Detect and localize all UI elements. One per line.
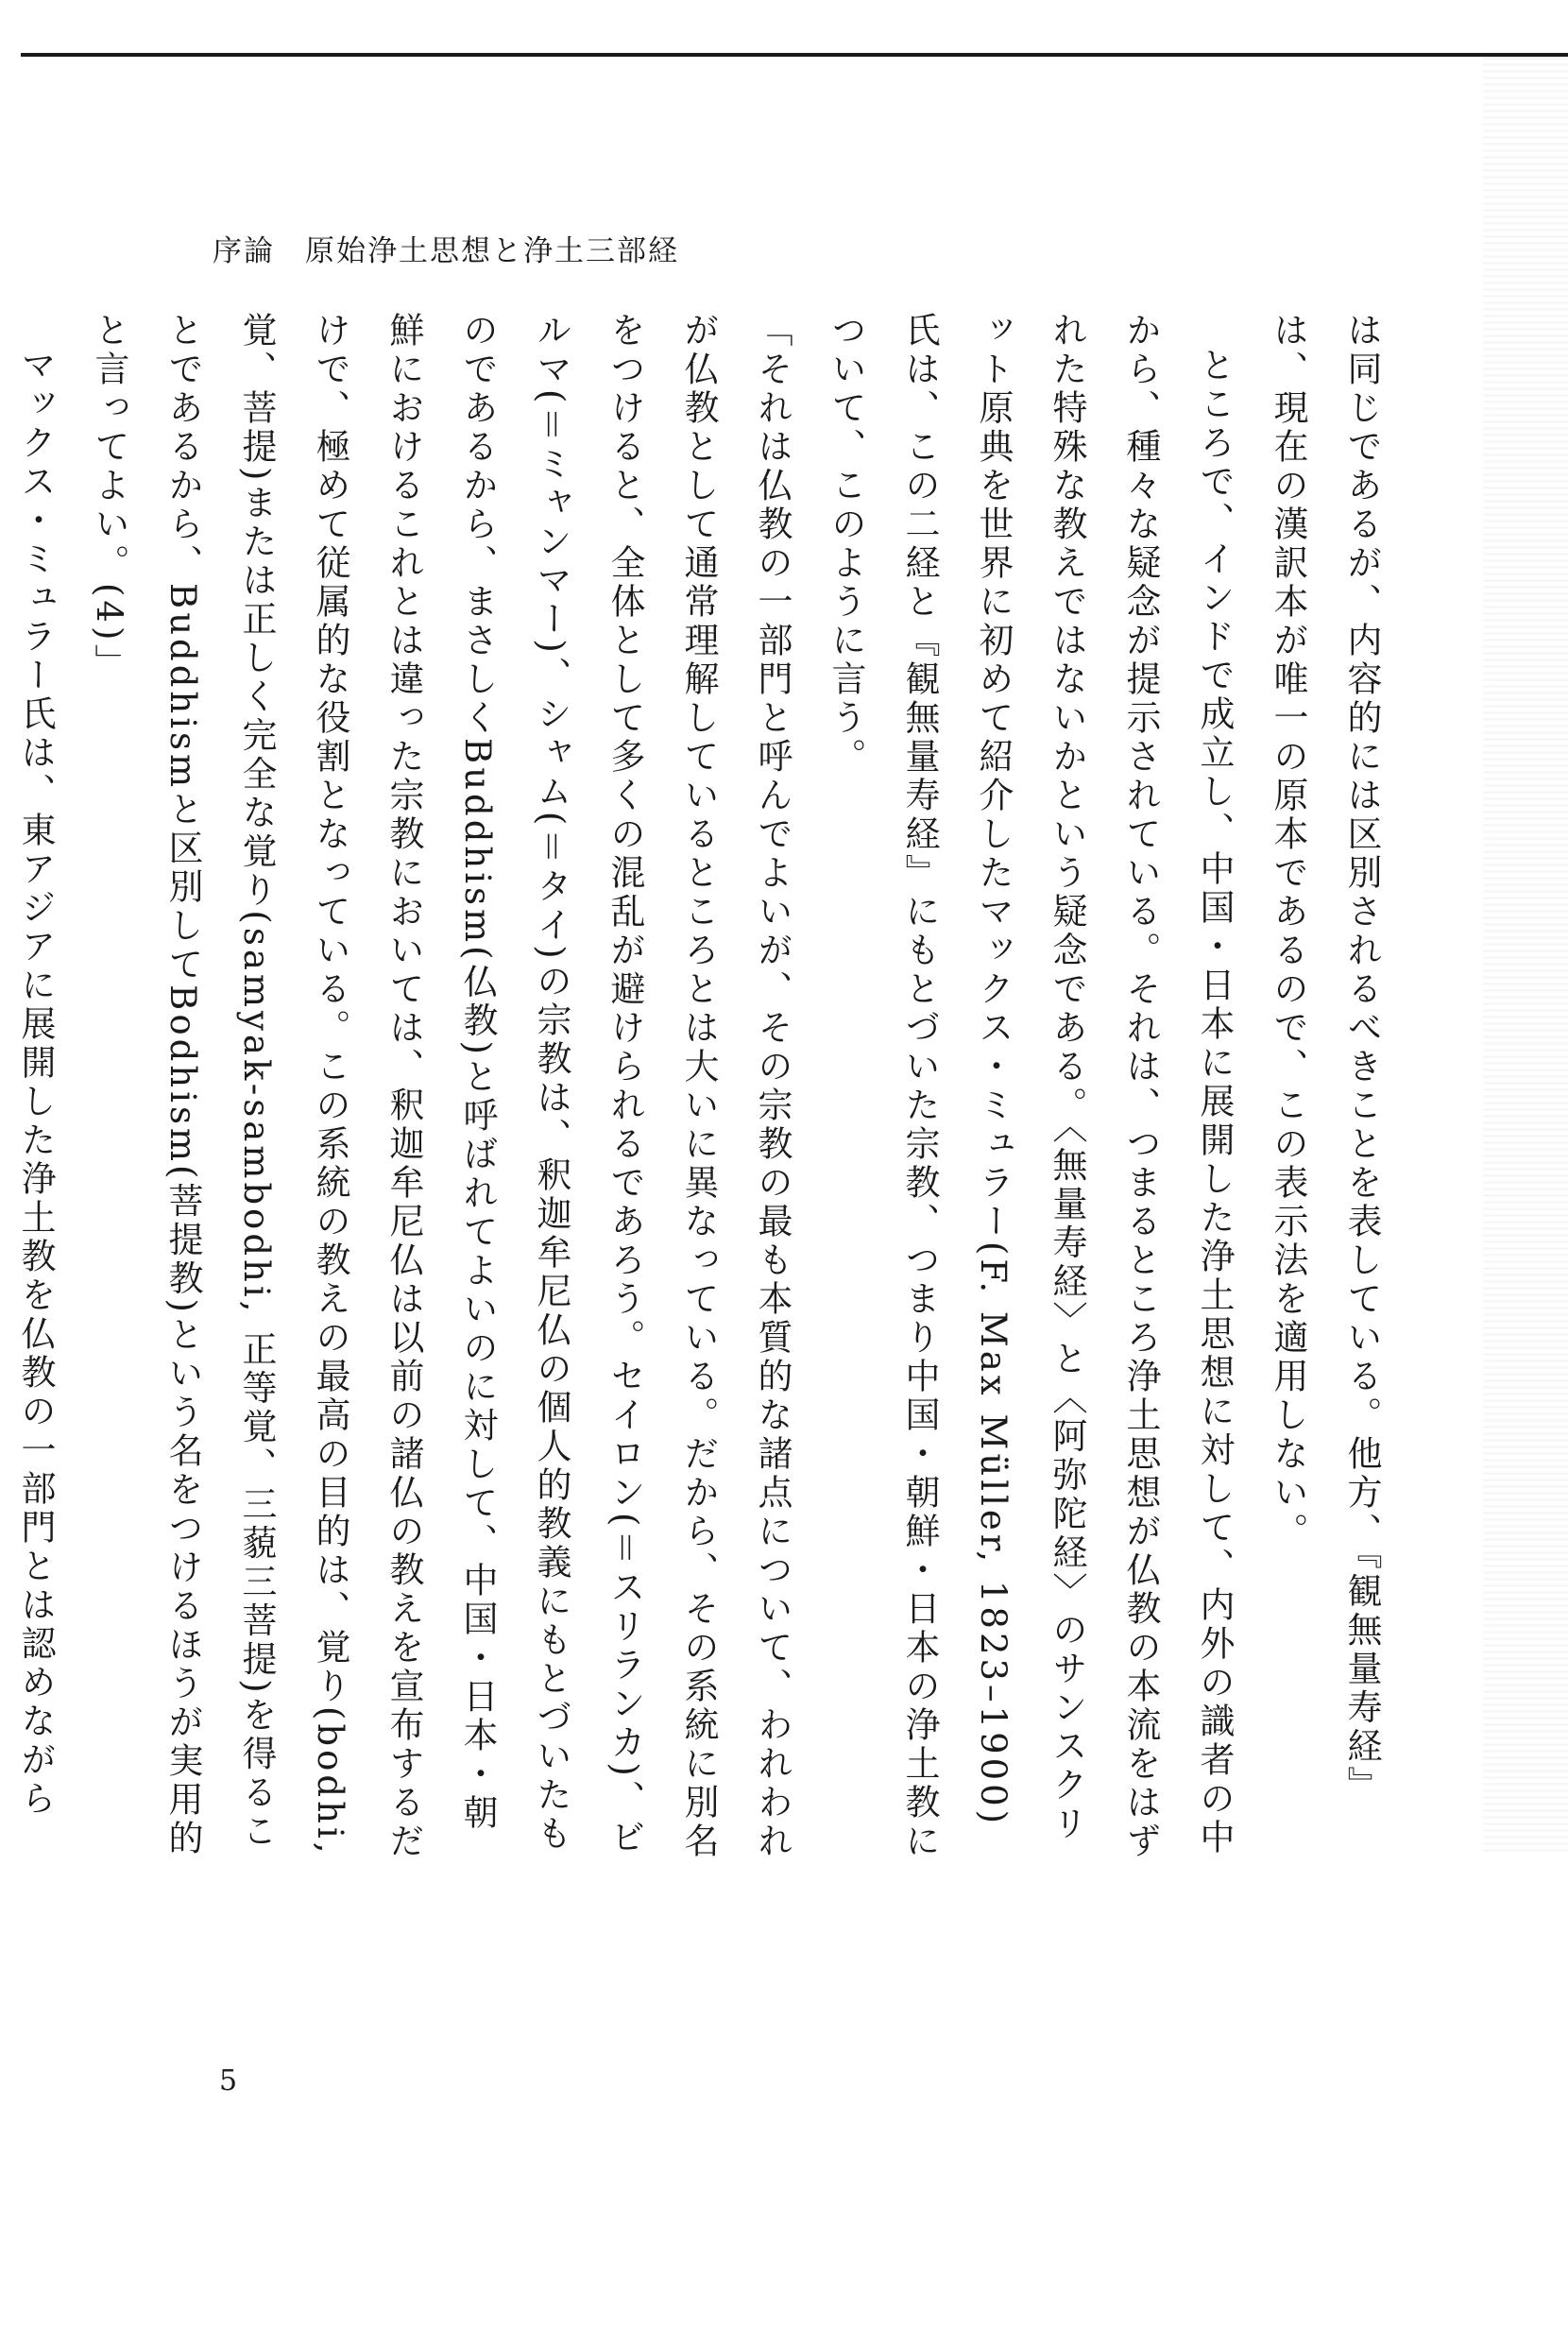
quote-muller: 「それは仏教の一部門と呼んでよいが、その宗教の最も本質的な諸点について、われわれが仏教として通常理解しているところとは大いに異なっている。だから、その系統に別名をつけると、全体として多くの混乱が避けられるであろう。セイロン(＝スリランカ)、ビルマ(＝ミャンマー)、シャム(＝タイ)の宗教は、釈迦牟尼仏の個人的教義にもとづいたものであるから、まさしくBuddhism(仏教)と呼ばれてよいのに対して、中国・日本・朝鮮におけるこれとは違った宗教においては、釈迦牟尼仏は以前の諸仏の教えを宣布するだけで、極めて従属的な役割となっている。この系統の教えの最高の目的は、覚り(bodhi, 覚、菩提)または正しく完全な覚り(samyak-sambodhi, 正等覚、三藐三菩提)を得ることであるから、Buddhismと区別してBodhism(菩提教)という名をつけるほうが実用的と言ってよい。(4)」 [89, 312, 793, 1861]
page-number: 5 [219, 2064, 238, 2097]
vertical-text-block [15, 312, 1398, 1861]
paragraph-bodhism: マックス・ミュラー氏は、東アジアに展開した浄土教を仏教の一部門とは認めながら [15, 347, 56, 1819]
paragraph-muller-intro: ところで、インドで成立し、中国・日本に展開した浄土思想に対して、内外の識者の中から、種々な疑念が提示されている。それは、つまるところ浄土思想が仏教の本流をはずれた特殊な教えではないかという疑念である。〈無量寿経〉と〈阿弥陀経〉のサンスクリット原典を世界に初めて紹介したマックス・ミュラー(F. Max Müller, 1823–1900)氏は、この二経と『観無量寿経』にもとづいた宗教、つまり中国・朝鮮・日本の浄土教について、このように言う。 [826, 312, 1235, 1861]
scan-edge-shadow [1483, 57, 1568, 1852]
running-head [213, 227, 679, 269]
top-rule [21, 53, 1568, 57]
paragraph-continuation: は同じであるが、内容的には区別されるべきことを表している。他方、『観無量寿経』は、現在の漢訳本が唯一の原本であるので、この表示法を適用しない。 [1268, 312, 1382, 1805]
running-head-title: 原始浄土思想と浄土三部経 [305, 234, 679, 268]
running-head-section: 序論 [213, 234, 275, 268]
